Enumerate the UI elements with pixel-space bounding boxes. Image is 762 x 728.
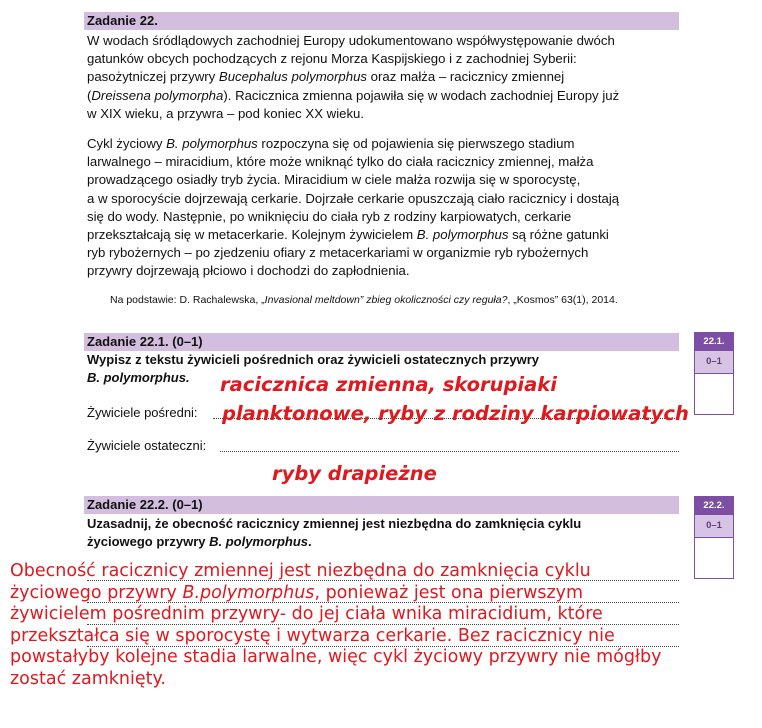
text-line: przekształcają się w metacerkarie. Kolejnym żywicielem B. polymorphus są różne gatunki xyxy=(87,227,609,243)
source-citation: Na podstawie: D. Rachalewska, „Invasional meltdown” zbieg okoliczności czy reguła?, „Kosmos” 63(1), 2014. xyxy=(110,294,618,306)
task-22-title: Zadanie 22. xyxy=(87,13,158,28)
text-line: W wodach śródlądowych zachodniej Europy udokumentowano współwystępowanie dwóch xyxy=(87,33,615,48)
task-22-2-instruction: Uzasadnij, że obecność racicznicy zmiennej jest niezbędna do zamknięcia cyklu życiowego przywry B. polymorphus. xyxy=(87,516,582,549)
text-line: (Dreissena polymorpha). Racicznica zmienna pojawiła się w wodach zachodniej Europy już xyxy=(87,87,620,103)
answer-line: życiowego przywry B.polymorphus, ponieważ jest ona pierwszym xyxy=(10,582,584,603)
answer-line: powstałyby kolejne stadia larwalne, więc cykl życiowy przywry nie mógłby xyxy=(10,647,662,668)
score-box-points: 0–1 xyxy=(695,514,733,537)
handwritten-answer-final: ryby drapieżne xyxy=(272,462,437,485)
handwritten-answer-intermediate-1: racicznica zmienna, skorupiaki xyxy=(220,373,557,396)
text-line: przywry dojrzewają płciowo i dochodzi do zapłodnienia. xyxy=(87,263,410,279)
score-box-empty-field[interactable] xyxy=(695,373,733,414)
final-hosts-label: Żywiciele ostateczni: xyxy=(87,438,207,453)
answer-line: przekształca się w sporocystę i wytwarza cerkarie. Bez racicznicy nie xyxy=(10,625,615,646)
text-line: pasożytniczej przywry Bucephalus polymorphus oraz małża – racicznicy zmiennej xyxy=(87,69,565,85)
task-22-header-band xyxy=(84,12,679,30)
score-box-task-number: 22.1. xyxy=(695,333,733,350)
answer-line: żywicielem pośrednim przywry- do jej ciała wnika miracidium, które xyxy=(10,604,603,625)
score-box-points: 0–1 xyxy=(695,350,733,373)
handwritten-answer-intermediate-2: planktonowe, ryby z rodziny karpiowatych xyxy=(222,402,689,425)
task-22-paragraph-2 xyxy=(87,135,682,281)
text-line: larwalnego – miracidium, które może wniknąć tylko do ciała racicznicy zmiennej, małża xyxy=(87,154,594,170)
task-22-1-title: Zadanie 22.1. (0–1) xyxy=(87,334,203,349)
answer-line: Obecność racicznicy zmiennej jest niezbędna do zamknięcia cyklu xyxy=(10,561,591,581)
final-hosts-answer-line[interactable] xyxy=(220,451,679,452)
intermediate-hosts-label: Żywiciele pośredni: xyxy=(87,405,198,420)
task-22-paragraph-1 xyxy=(87,32,682,123)
text-line: się do wody. Następnie, po wniknięciu do ciała ryb z rodziny karpiowatych, cerkarie xyxy=(87,208,572,224)
text-line: Cykl życiowy B. polymorphus rozpoczyna się od pojawienia się pierwszego stadium xyxy=(87,136,575,151)
task-22-2-title: Zadanie 22.2. (0–1) xyxy=(87,497,203,512)
handwritten-answer-22-2 xyxy=(10,561,750,691)
text-line: prowadzącego osiadły tryb życia. Miracidium w ciele małża rozwija się w sporocystę, xyxy=(87,172,581,188)
text-line: gatunków obcych pochodzących z rejonu Morza Kaspijskiego i z zachodniej Syberii: xyxy=(87,51,577,67)
text-line: w XIX wieku, a przywra – pod koniec XX wieku. xyxy=(87,105,365,121)
score-box-22-1 xyxy=(694,332,734,415)
text-line: ryb rybożernych – po zjedzeniu ofiary z metacerkariami w organizmie ryb rybożernych xyxy=(87,245,589,261)
answer-line: zostać zamknięty. xyxy=(10,668,166,689)
task-22-1-instruction: Wypisz z tekstu żywicieli pośrednich oraz żywicieli ostatecznych przywry B. polymorphus. xyxy=(87,352,540,385)
text-line: a w sporocyście dojrzewają cerkarie. Dojrzałe cerkarie opuszczają ciało racicznicy i dostają xyxy=(87,190,620,206)
score-box-task-number: 22.2. xyxy=(695,497,733,514)
